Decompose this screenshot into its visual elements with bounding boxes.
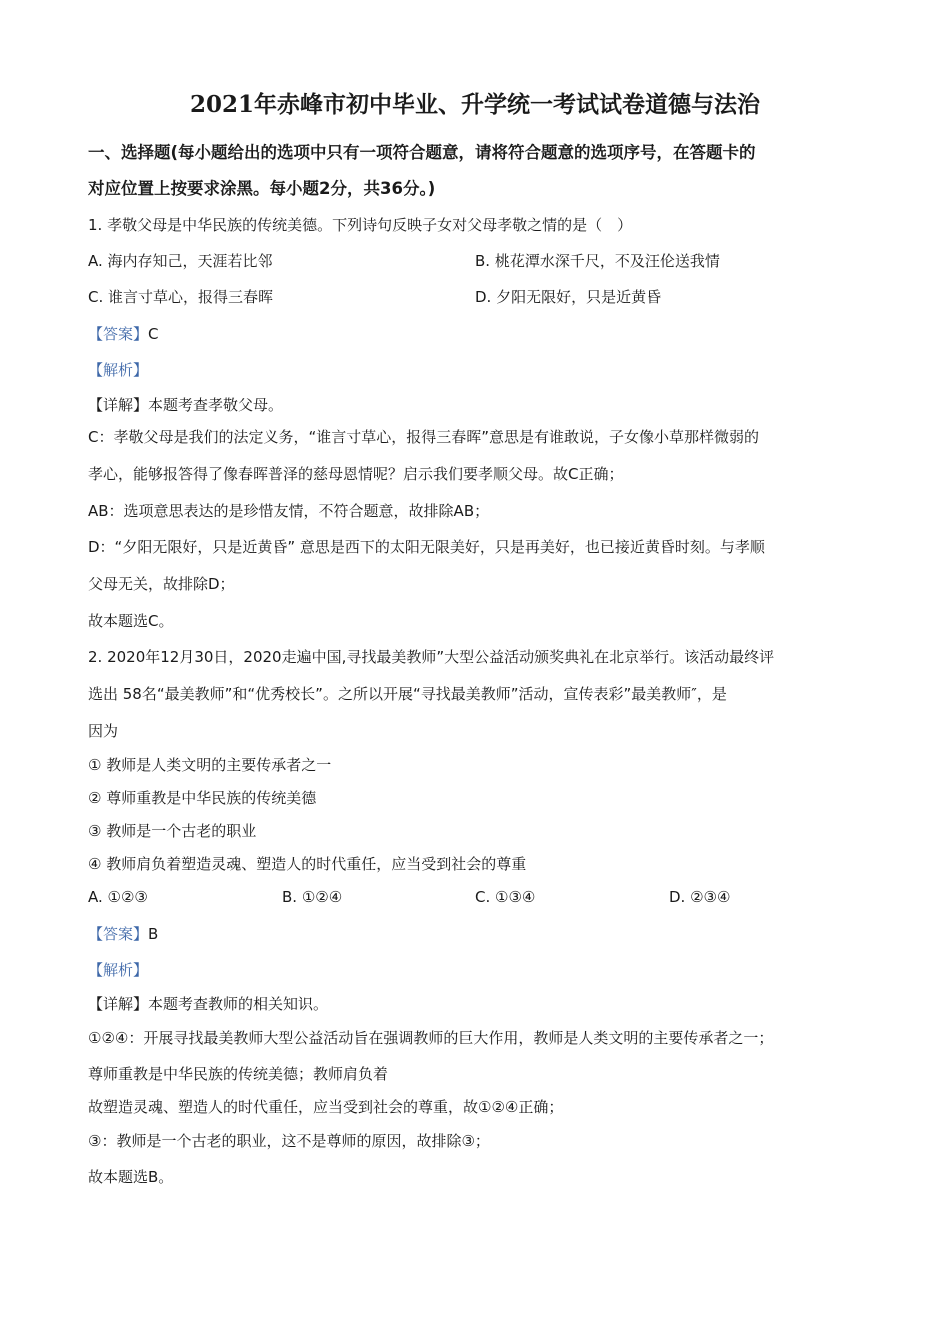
q2-answer-tag: 【答案】 [88, 925, 149, 943]
q1-option-a: A. 海内存知己，天涯若比邻 [88, 252, 273, 270]
q2-answer-value: B [148, 925, 159, 943]
q2-answer-line [88, 924, 158, 944]
q1-stem: 1. 孝敬父母是中华民族的传统美德。下列诗句反映子女对父母孝敬之情的是（ ） [88, 216, 633, 234]
q2-item-2: ② 尊师重教是中华民族的传统美德 [88, 789, 317, 807]
q2-option-b: B. ①②④ [282, 888, 343, 906]
q1-detail: 【详解】本题考查孝敬父母。 [88, 396, 284, 414]
section-heading-line1: 一、选择题(每小题给出的选项中只有一项符合题意，请将符合题意的选项序号，在答题卡的 [88, 143, 756, 162]
q1-option-b: B. 桃花潭水深千尺，不及汪伦送我情 [475, 252, 720, 270]
q1-explanation-line1: C：孝敬父母是我们的法定义务，“谁言寸草心，报得三春晖”意思是有谁敢说，子女像小草那样微弱的 [88, 428, 760, 446]
q2-stem-line1: 2. 2020年12月30日，2020走遍中国,寻找最美教师”大型公益活动颁奖典礼在北京举行。该活动最终评 [88, 648, 775, 666]
q2-explanation-line4: ③：教师是一个古老的职业，这不是尊师的原因，故排除③； [88, 1132, 490, 1150]
q1-explanation-line3: AB：选项意思表达的是珍惜友情，不符合题意，故排除AB； [88, 502, 490, 520]
q1-explanation-line2: 孝心，能够报答得了像春晖普泽的慈母恩情呢？启示我们要孝顺父母。故C正确； [88, 465, 624, 483]
q2-option-c: C. ①③④ [475, 888, 536, 906]
q1-analysis-tag: 【解析】 [88, 361, 149, 379]
q2-explanation-line1: ①②④：开展寻找最美教师大型公益活动旨在强调教师的巨大作用，教师是人类文明的主要传承者之一； [88, 1029, 774, 1047]
page-title: 2021年赤峰市初中毕业、升学统一考试试卷道德与法治 [189, 91, 760, 118]
q2-analysis-tag: 【解析】 [88, 961, 149, 979]
q2-stem-line2: 选出 58名“最美教师”和“优秀校长”。之所以开展“寻找最美教师”活动，宣传表彩”最美教师″，是 [88, 685, 727, 703]
q2-conclusion: 故本题选B。 [88, 1168, 174, 1186]
q1-answer-value: C [148, 325, 159, 343]
q2-item-3: ③ 教师是一个古老的职业 [88, 822, 257, 840]
q2-explanation-line2: 尊师重教是中华民族的传统美德；教师肩负着 [88, 1065, 389, 1083]
q1-option-d: D. 夕阳无限好，只是近黄昏 [475, 288, 662, 306]
q2-detail: 【详解】本题考查教师的相关知识。 [88, 995, 329, 1013]
section-heading-line2: 对应位置上按要求涂黑。每小题2分，共36分。) [88, 179, 436, 198]
q1-answer-line [88, 324, 159, 344]
q2-item-1: ① 教师是人类文明的主要传承者之一 [88, 756, 332, 774]
q2-stem-line3: 因为 [88, 722, 119, 740]
q1-explanation-line4: D：“夕阳无限好，只是近黄昏” 意思是西下的太阳无限美好，只是再美好，也已接近黄昏时刻。与孝顺 [88, 538, 765, 556]
q1-explanation-line5: 父母无关，故排除D； [88, 575, 235, 593]
q1-conclusion: 故本题选C。 [88, 612, 174, 630]
q2-option-d: D. ②③④ [669, 888, 731, 906]
q2-item-4: ④ 教师肩负着塑造灵魂、塑造人的时代重任，应当受到社会的尊重 [88, 855, 527, 873]
q1-answer-tag: 【答案】 [88, 325, 149, 343]
q2-option-a: A. ①②③ [88, 888, 148, 906]
q2-explanation-line3: 故塑造灵魂、塑造人的时代重任，应当受到社会的尊重，故①②④正确； [88, 1098, 564, 1116]
q1-option-c: C. 谁言寸草心，报得三春晖 [88, 288, 274, 306]
